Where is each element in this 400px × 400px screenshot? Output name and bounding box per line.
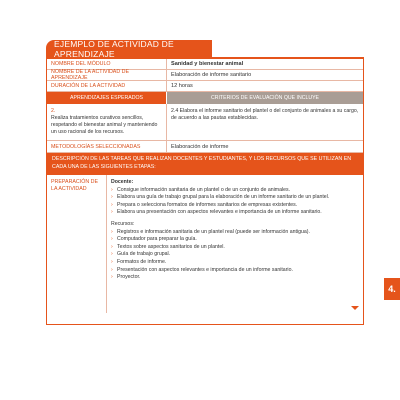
stage-row [47,175,363,313]
aprendizaje-cell [47,104,167,140]
chevron-right-icon: › [111,258,113,265]
list-item: › Formatos de informe. [111,258,167,265]
criterio-text: 2.4 Elabora el informe sanitario del plantel o del conjunto de animales a su cargo, de acuerdo a las pautas establecidas. [171,108,359,121]
aprendizaje-number: 2. [51,108,56,114]
criterios-header: CRITERIOS DE EVALUACIÓN QUE INCLUYE [167,92,363,104]
list-item: › Computador para preparar la guía. [111,236,197,243]
stage-label: PREPARACIÓN DE LA ACTIVIDAD [47,175,107,313]
chevron-right-icon: › [111,251,113,258]
activity-tab-title: EJEMPLO DE ACTIVIDAD DE APRENDIZAJE [46,40,212,57]
list-item: › Elabora una guía de trabajo grupal para la elaboración de un informe sanitario de un plantel. [111,194,330,201]
list-item: › Prepara o selecciona formatos de informes sanitarios de empresas existentes. [111,201,298,208]
chevron-right-icon: › [111,236,113,243]
field-value: Elaboración de informe sanitario [171,72,252,78]
aprendizaje-text: Realiza tratamientos curativos sencillos, respetando el bienestar animal y manteniendo un uso racional de los recursos. [51,115,158,135]
description-banner: DESCRIPCIÓN DE LAS TAREAS QUE REALIZAN DOCENTES Y ESTUDIANTES, Y LOS RECURSOS QUE SE UTILIZAN EN CADA UNA DE LAS SIGUIENTES ETAPAS: [47,153,363,175]
field-row-duracion [47,81,363,92]
metodologia-row [47,141,363,153]
field-label: NOMBRE DEL MÓDULO [47,59,167,69]
docente-title: Docente: [111,179,134,185]
page-number-badge: 4. [384,278,400,300]
chevron-right-icon: › [111,186,113,193]
list-item: › Registros e información sanitaria de un plantel real (puede ser información antigua). [111,228,310,235]
triangle-down-icon [351,306,359,310]
list-item: › Presentación con aspectos relevantes e importancia de un informe sanitario. [111,266,293,273]
recursos-title: Recursos: [111,220,135,227]
stage-content [107,175,363,313]
list-item: › Consigue información sanitaria de un plantel o de un conjunto de animales. [111,186,291,193]
section-header-row [47,92,363,104]
field-label: NOMBRE DE LA ACTIVIDAD DE APRENDIZAJE [47,70,167,80]
field-value: Sanidad y bienestar animal [171,61,244,67]
chevron-right-icon: › [111,266,113,273]
list-item: › Elabora una presentación con aspectos relevantes e importancia de un informe sanitario. [111,209,322,216]
activity-table [46,57,364,325]
chevron-right-icon: › [111,228,113,235]
field-row-actividad [47,70,363,81]
chevron-right-icon: › [111,243,113,250]
list-item: › Guía de trabajo grupal. [111,251,171,258]
chevron-right-icon: › [111,209,113,216]
metodologia-value: Elaboración de informe [171,143,229,150]
list-item: › Proyector. [111,274,141,281]
chevron-right-icon: › [111,194,113,201]
aprendizajes-header: APRENDIZAJES ESPERADOS [47,92,167,104]
criteria-row [47,104,363,141]
metodologia-label: METODOLOGÍAS SELECCIONADAS [47,141,167,152]
chevron-right-icon: › [111,201,113,208]
chevron-right-icon: › [111,274,113,281]
list-item: › Textos sobre aspectos sanitarios de un plantel. [111,243,225,250]
field-value: 12 horas [171,83,193,89]
field-label: DURACIÓN DE LA ACTIVIDAD [47,81,167,91]
